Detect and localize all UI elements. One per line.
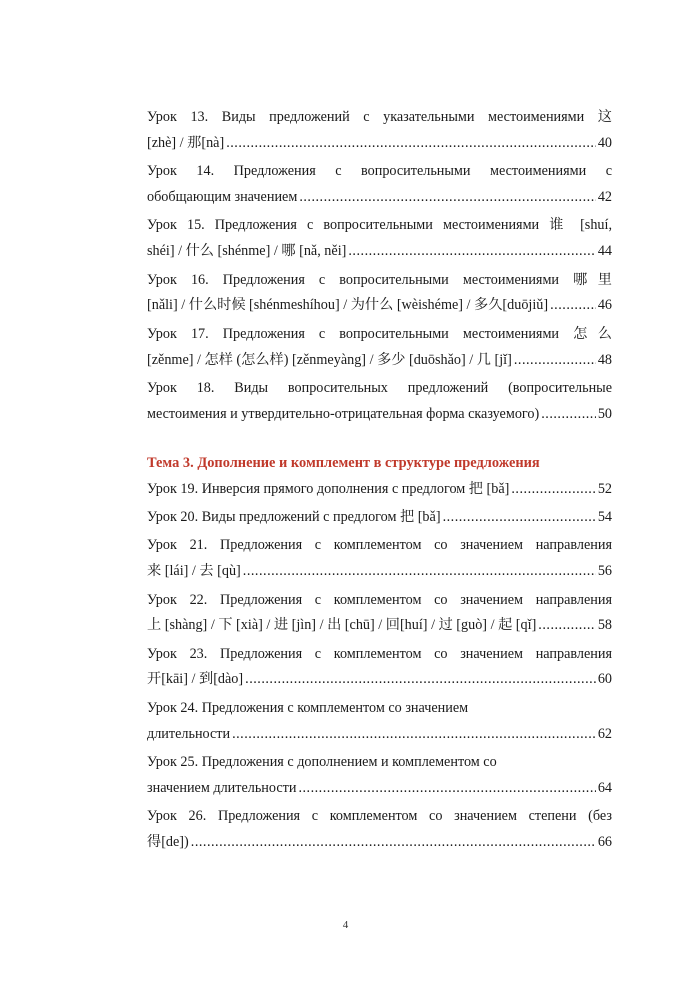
toc-entry-title-cont: [nǎli] / 什么时候 [shénmeshíhou] / 为什么 [wèishéme] / 多久[duōjiǔ] bbox=[147, 297, 549, 314]
toc-entry-title: Урок 15. Предложения с вопросительными местоимениями 谁 [shuí, bbox=[147, 217, 612, 234]
toc-entry-lesson-19[interactable] bbox=[147, 477, 612, 503]
dot-leader bbox=[232, 722, 596, 748]
toc-entry-title-cont: длительности bbox=[147, 725, 231, 742]
dot-leader bbox=[541, 402, 596, 428]
toc-entry-title-cont: обобщающим значением bbox=[147, 188, 298, 205]
toc-page-number: 40 bbox=[597, 134, 612, 151]
dot-leader bbox=[511, 477, 595, 503]
toc-entry-title-cont: значением длительности bbox=[147, 779, 297, 796]
toc-page-number: 58 bbox=[597, 617, 612, 634]
toc-page-number: 62 bbox=[597, 725, 612, 742]
topic-3-heading[interactable]: Тема 3. Дополнение и комплемент в структуре предложения bbox=[147, 454, 540, 471]
toc-entry-title: Урок 19. Инверсия прямого дополнения с предлогом 把 [bǎ] bbox=[147, 480, 510, 497]
toc-entry-lesson-25[interactable] bbox=[147, 750, 612, 802]
toc-page-number: 56 bbox=[597, 563, 612, 580]
toc-page-number: 64 bbox=[597, 779, 612, 796]
toc-entry-title-cont: 来 [lái] / 去 [qù] bbox=[147, 563, 241, 580]
dot-leader bbox=[514, 348, 596, 374]
toc-entry-lesson-17[interactable] bbox=[147, 322, 612, 374]
toc-entry-lesson-20[interactable] bbox=[147, 505, 612, 531]
toc-entry-lesson-14[interactable] bbox=[147, 159, 612, 211]
toc-page-number: 52 bbox=[597, 480, 612, 497]
dot-leader bbox=[550, 293, 596, 319]
table-of-contents bbox=[147, 105, 612, 856]
toc-entry-title: Урок 17. Предложения с вопросительными местоимениями 怎么 bbox=[147, 325, 612, 342]
toc-page-number: 54 bbox=[597, 508, 612, 525]
toc-entry-lesson-21[interactable] bbox=[147, 533, 612, 585]
toc-page-number: 44 bbox=[597, 243, 612, 260]
toc-page-number: 66 bbox=[597, 834, 612, 851]
toc-entry-title-cont: местоимения и утвердительно-отрицательная форма сказуемого) bbox=[147, 405, 540, 422]
page-footer-number: 4 bbox=[342, 919, 349, 931]
toc-entry-title: Урок 22. Предложения с комплементом со значением направления bbox=[147, 591, 612, 608]
toc-entry-title-cont: [zhè] / 那[nà] bbox=[147, 134, 225, 151]
dot-leader bbox=[443, 505, 596, 531]
toc-entry-lesson-26[interactable] bbox=[147, 804, 612, 856]
dot-leader bbox=[245, 667, 596, 693]
dot-leader bbox=[191, 830, 596, 856]
toc-entry-title: Урок 13. Виды предложений с указательными местоимениями 这 bbox=[147, 109, 612, 125]
toc-entry-title-cont: 上 [shàng] / 下 [xià] / 进 [jìn] / 出 [chū] / 回[huí] / 过 [guò] / 起 [qǐ] bbox=[147, 617, 537, 634]
toc-entry-lesson-22[interactable] bbox=[147, 588, 612, 640]
dot-leader bbox=[298, 776, 595, 802]
toc-entry-title: Урок 14. Предложения с вопросительными местоимениями с bbox=[147, 163, 612, 180]
toc-entry-title-cont: shéi] / 什么 [shénme] / 哪 [nǎ, něi] bbox=[147, 243, 347, 260]
toc-entry-title-cont: [zěnme] / 怎样 (怎么样) [zěnmeyàng] / 多少 [duōshǎo] / 几 [jǐ] bbox=[147, 351, 512, 368]
toc-entry-lesson-15[interactable] bbox=[147, 213, 612, 265]
toc-entry-title-cont: 开[kāi] / 到[dào] bbox=[147, 671, 244, 688]
dot-leader bbox=[226, 131, 596, 157]
dot-leader bbox=[299, 185, 596, 211]
toc-entry-title: Урок 20. Виды предложений с предлогом 把 [bǎ] bbox=[147, 508, 441, 525]
toc-entry-title: Урок 18. Виды вопросительных предложений (вопросительные bbox=[147, 379, 612, 396]
toc-entry-lesson-16[interactable] bbox=[147, 268, 612, 320]
dot-leader bbox=[348, 239, 595, 265]
dot-leader bbox=[243, 559, 596, 585]
toc-entry-title: Урок 26. Предложения с комплементом со значением степени (без bbox=[147, 808, 612, 825]
toc-entry-title-cont: 得[de]) bbox=[147, 834, 189, 851]
toc-entry-lesson-24[interactable] bbox=[147, 696, 612, 748]
toc-entry-lesson-13[interactable] bbox=[147, 105, 612, 157]
toc-entry-lesson-23[interactable] bbox=[147, 642, 612, 694]
toc-entry-title: Урок 24. Предложения с комплементом со значением bbox=[147, 699, 469, 716]
toc-entry-lesson-18[interactable] bbox=[147, 376, 612, 428]
toc-entry-title: Урок 21. Предложения с комплементом со значением направления bbox=[147, 537, 612, 554]
toc-page-number: 48 bbox=[597, 351, 612, 368]
toc-page-number: 50 bbox=[597, 405, 612, 422]
dot-leader bbox=[538, 613, 596, 639]
toc-entry-title: Урок 25. Предложения с дополнением и комплементом со bbox=[147, 754, 497, 771]
toc-entry-title: Урок 16. Предложения с вопросительными местоимениями 哪里 bbox=[147, 271, 612, 288]
toc-page-number: 60 bbox=[597, 671, 612, 688]
toc-page-number: 46 bbox=[597, 297, 612, 314]
toc-page-number: 42 bbox=[597, 188, 612, 205]
toc-entry-title: Урок 23. Предложения с комплементом со значением направления bbox=[147, 645, 612, 662]
